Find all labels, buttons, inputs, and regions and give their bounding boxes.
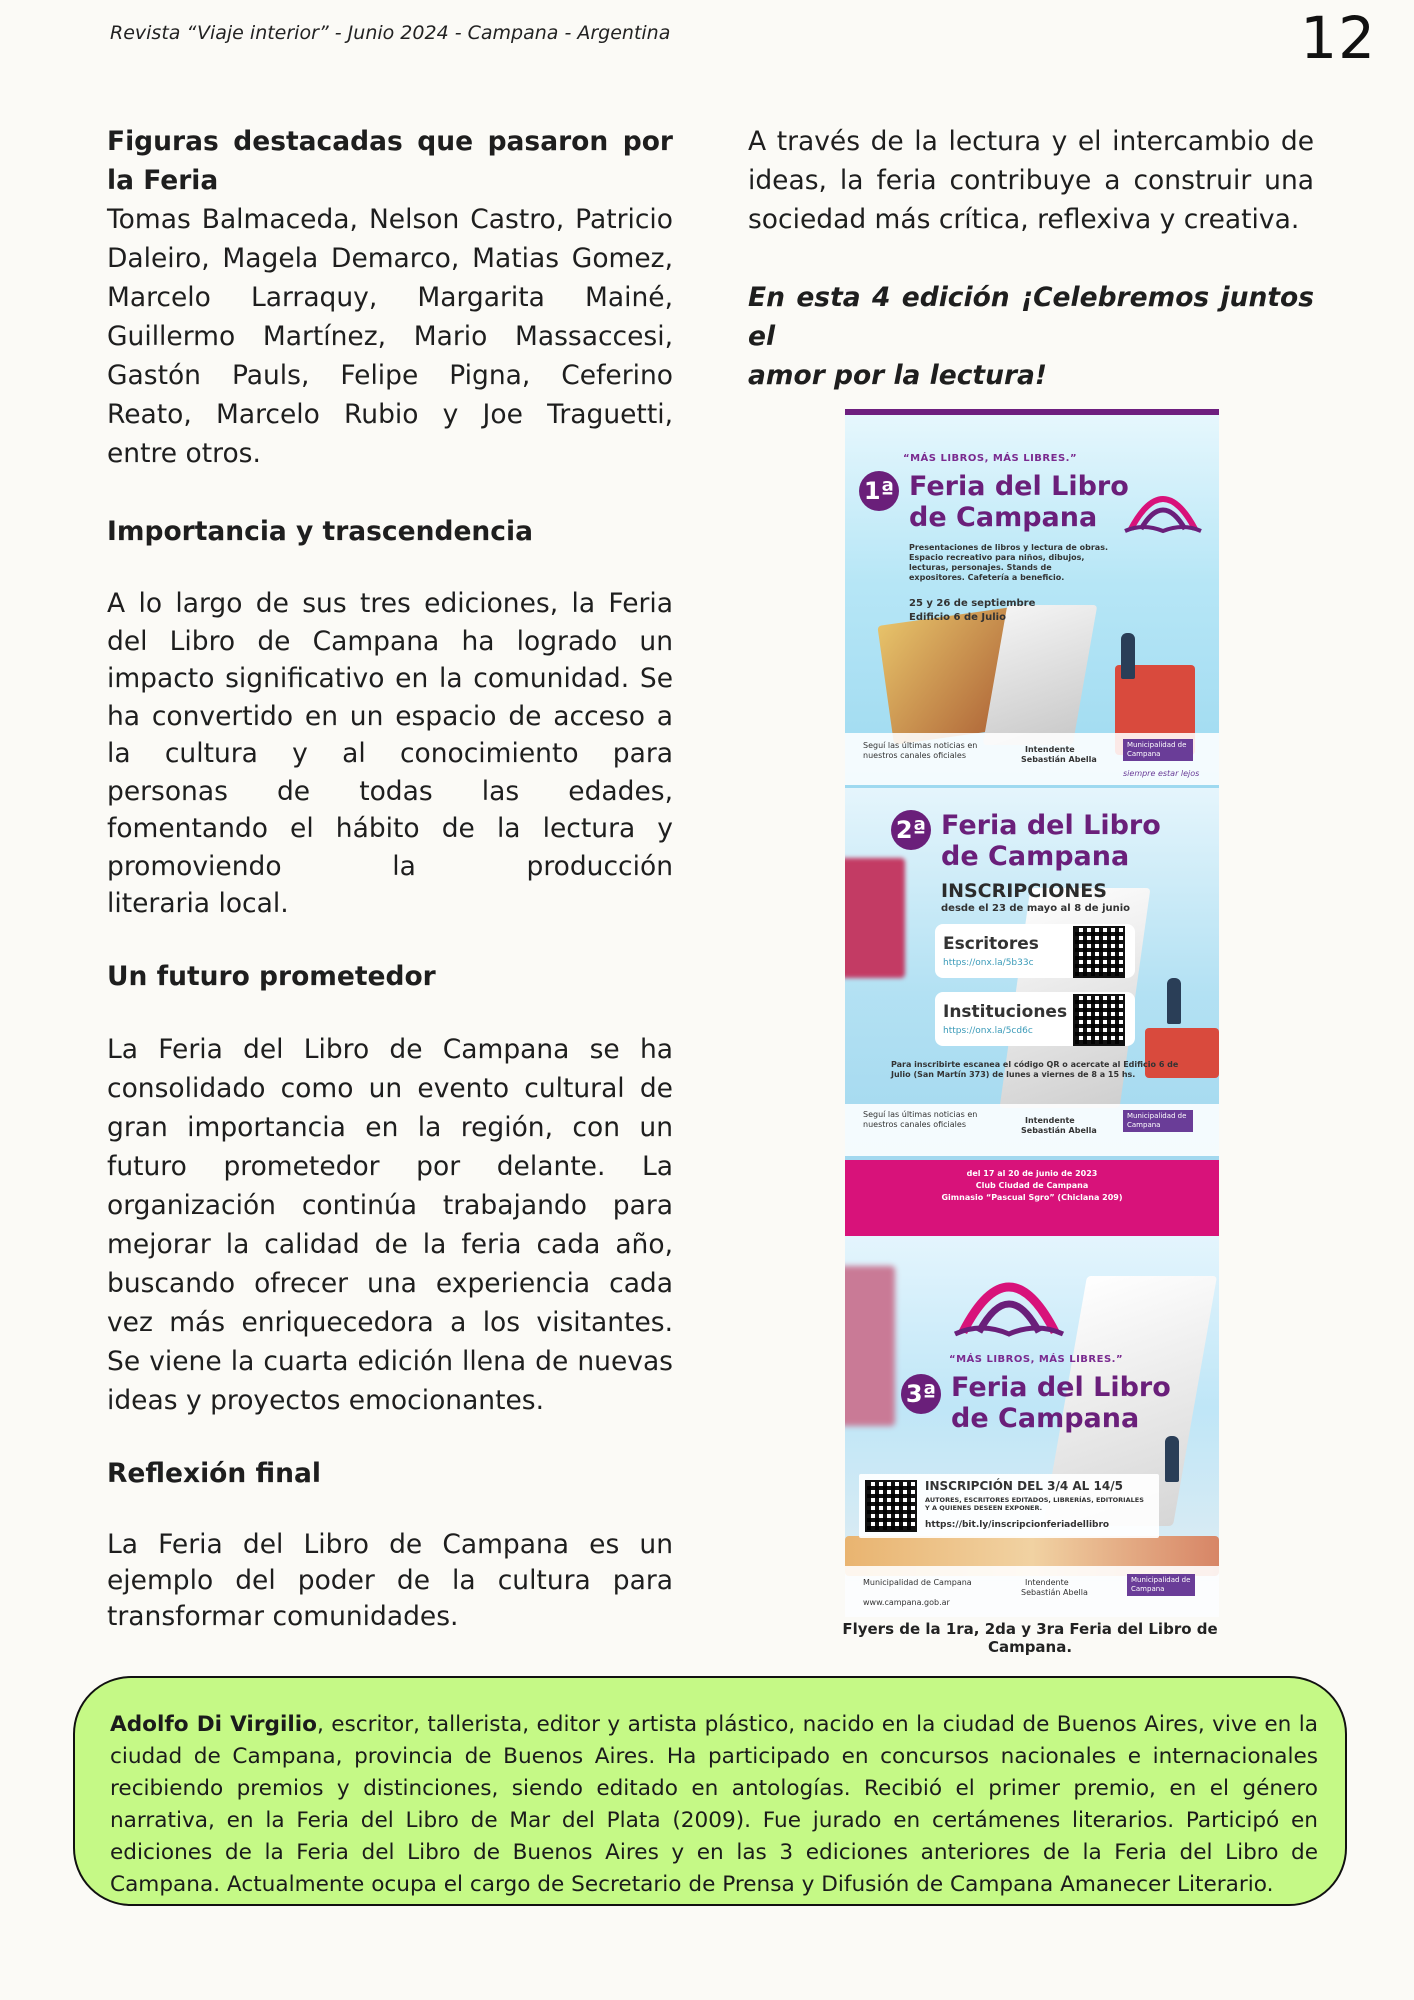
left-column xyxy=(107,122,673,1635)
reflexion-text: La Feria del Libro de Campana es un ejemplo del poder de la cultura para xyxy=(107,1528,673,1596)
flyer-1-venue: Edificio 6 de Julio xyxy=(909,612,1006,623)
futuro-text: La Feria del Libro de Campana se ha consolidado como un evento cultural de gran importancia en la región, con un futuro prometedor por delante. La organización continúa trabajando para mejorar la calidad de la feria cada año, buscando ofrecer una experiencia cada vez más enriquecedora a los visitantes. Se viene la cuarta edición llena de nuevas xyxy=(107,1033,673,1377)
flyer-2-box2-url: https://onx.la/5cd6c xyxy=(943,1026,1033,1036)
magazine-header: Revista “Viaje interior” - Junio 2024 - Campana - Argentina xyxy=(110,22,671,44)
flyer-2-intendente-name: Sebastián Abella xyxy=(1021,1126,1097,1135)
flyer-1-tagline: siempre estar lejos xyxy=(1123,769,1200,778)
flyer-3-badge: Municipalidad de Campana xyxy=(1127,1574,1195,1596)
flyer-1-details: Presentaciones de libros y lectura de obras. Espacio recreativo para niños, dibujos, lecturas, personajes. Stands de expositores. Cafetería a beneficio. xyxy=(909,543,1108,582)
flyer-2-intendente-label: Intendente xyxy=(1025,1116,1075,1125)
flyer-3-inscripcion-sub: AUTORES, ESCRITORES EDITADOS, LIBRERÍAS, EDITORIALES Y A QUIENES DESEEN EXPONER. xyxy=(925,1496,1144,1512)
flyer-1 xyxy=(845,409,1219,792)
flyer-3-inscripcion: INSCRIPCIÓN DEL 3/4 AL 14/5 xyxy=(925,1479,1123,1493)
author-name: Adolfo Di Virgilio xyxy=(110,1712,317,1737)
qr-code-icon xyxy=(865,1480,917,1532)
intro-end: sociedad más crítica, reflexiva y creativa. xyxy=(748,204,1300,235)
flyer-3-title: Feria del Libro de Campana xyxy=(951,1372,1171,1434)
qr-code-icon xyxy=(1073,926,1125,978)
page-number: 12 xyxy=(1300,4,1376,72)
flyer-1-slogan: “MÁS LIBROS, MÁS LIBRES.” xyxy=(903,453,1078,464)
flyer-1-intendente-name: Sebastián Abella xyxy=(1021,755,1097,764)
figuras-text: Tomas Balmaceda, Nelson Castro, Patricio Daleiro, Magela Demarco, Matias Gomez, Marcelo Larraquy, Margarita Mainé, Guillermo Martínez, Mario Massaccesi, Gastón Pauls, Felipe Pigna, Ceferino Reato, Marcelo Rubio y Joe Traguetti, xyxy=(107,204,673,430)
figuras-end: entre otros. xyxy=(107,438,261,469)
closing-text: En esta 4 edición ¡Celebremos juntos el xyxy=(748,282,1314,352)
flyer-2-date-band: del 17 al 20 de junio de 2023 Club Ciudad de Campana Gimnasio “Pascual Sgro” (Chiclana 209) xyxy=(845,1160,1219,1236)
author-bio-box xyxy=(73,1676,1347,1906)
flyer-3-url: https://bit.ly/inscripcionferiadellibro xyxy=(925,1520,1110,1530)
flyers-image xyxy=(845,409,1219,1617)
book-logo-icon xyxy=(1121,479,1205,539)
reader-figure-icon xyxy=(1167,978,1181,1024)
flyer-1-title: Feria del Libro de Campana xyxy=(909,471,1129,533)
qr-code-icon xyxy=(1073,994,1125,1046)
reflexion-heading: Reflexión final xyxy=(107,1457,321,1489)
flyer-3-intendente-name: Sebastián Abella xyxy=(1021,1588,1088,1597)
flyer-1-number: 1ª xyxy=(859,471,899,511)
flyer-1-social: Seguí las últimas noticias en nuestros canales oficiales xyxy=(863,741,978,760)
flyer-2-inscripciones: INSCRIPCIONES xyxy=(941,880,1107,902)
flyer-3-slogan: “MÁS LIBROS, MÁS LIBRES.” xyxy=(949,1354,1124,1365)
flyer-1-date: 25 y 26 de septiembre xyxy=(909,598,1036,609)
closing-end: amor por la lectura! xyxy=(748,360,1047,391)
reader-figure-icon xyxy=(1121,633,1135,679)
flyer-1-municipio: Municipalidad de Campana xyxy=(1123,739,1193,761)
intro-text: A través de la lectura y el intercambio de ideas, la feria contribuye a construir una xyxy=(748,126,1314,196)
flyer-2-note: Para inscribirte escanea el código QR o acercate al Edificio 6 de Julio (San Martín 373) de lunes a viernes de 8 a 15 hs. xyxy=(891,1060,1179,1079)
flyer-2-title: Feria del Libro de Campana xyxy=(941,810,1161,872)
flyer-3 xyxy=(845,1236,1219,1617)
flyers-caption: Flyers de la 1ra, 2da y 3ra Feria del Libro de Campana. xyxy=(842,1620,1218,1656)
flyer-2-number: 2ª xyxy=(891,810,931,850)
flyer-1-intendente-label: Intendente xyxy=(1025,745,1075,754)
author-bio-body: , escritor, tallerista, editor y artista plástico, nacido en la ciudad de Buenos Aires, vive en la ciudad de Campana, provincia de Buenos Aires. Ha participado en concursos nacionales e internacionales recibiendo premios y distinciones, siendo editado en antologías. Recibió el primer premio, en el género narrativa, en la Feria del Libro de Mar del Plata (2009). Fue jurado en certámenes literarios. Participó en ediciones de la Feria del Libro de Buenos Aires y en las 3 ediciones anteriores de la Feria del Libro de Campana. Actualmente ocupa el cargo de Secretario de Prensa y Difusión de Campana Amanecer Literario. xyxy=(110,1712,1318,1897)
figuras-heading: Figuras destacadas que pasaron por la Feria xyxy=(107,126,673,196)
flyer-3-intendente-label: Intendente xyxy=(1025,1578,1069,1587)
flyer-3-web: www.campana.gob.ar xyxy=(863,1598,950,1607)
futuro-heading: Un futuro prometedor xyxy=(107,960,436,992)
importancia-heading: Importancia y trascendencia xyxy=(107,516,533,547)
importancia-text: A lo largo de sus tres ediciones, la Feria del Libro de Campana ha logrado un impacto significativo en la comunidad. Se ha convertido en un espacio de acceso a la cultura y al conocimiento para personas de todas las edades, fomentando el hábito de la lectura y promoviendo la producción xyxy=(107,588,673,882)
importancia-end: literaria local. xyxy=(107,888,289,919)
reader-figure-icon xyxy=(1165,1436,1179,1482)
flyer-2-inscripciones-dates: desde el 23 de mayo al 8 de junio xyxy=(941,903,1131,914)
flyer-2-box1-url: https://onx.la/5b33c xyxy=(943,958,1034,968)
flyer-3-municipio-social: Municipalidad de Campana xyxy=(863,1578,972,1587)
flyer-2-municipio: Municipalidad de Campana xyxy=(1123,1110,1193,1132)
flyer-2-box2-title: Instituciones xyxy=(943,1002,1068,1022)
flyer-3-number: 3ª xyxy=(901,1374,941,1414)
flyer-2 xyxy=(845,788,1219,1160)
author-bio-text xyxy=(110,1709,1318,1901)
futuro-end: ideas y proyectos emocionantes. xyxy=(107,1384,545,1416)
flyer-2-box1-title: Escritores xyxy=(943,934,1039,954)
book-logo-icon xyxy=(949,1256,1069,1346)
reflexion-end: transformar comunidades. xyxy=(107,1600,459,1632)
right-column xyxy=(748,122,1314,395)
flyer-2-social: Seguí las últimas noticias en nuestros canales oficiales xyxy=(863,1110,978,1129)
